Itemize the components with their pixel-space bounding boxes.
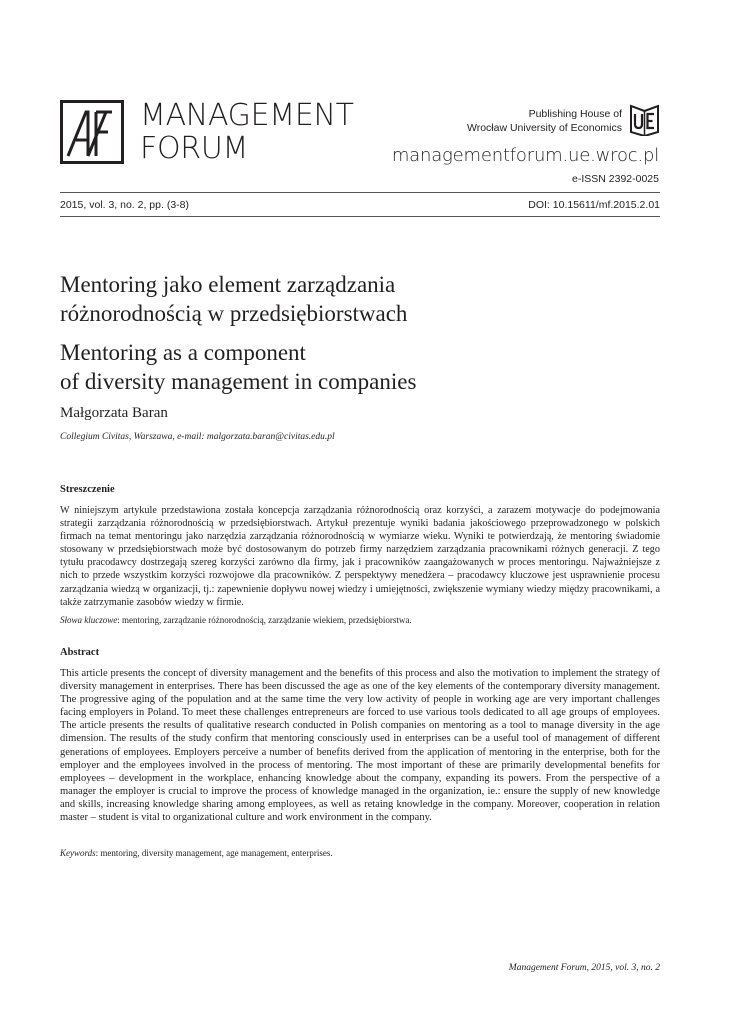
keywords-pl-list: : mentoring, zarządzanie różnorodnością, zarządzanie wiekiem, przedsiębiorstwa. (117, 615, 412, 625)
abstract-en-text: This article presents the concept of diversity management and the benefits of this process and also the motivation to implement the strategy of diversity management in enterprises. There has been discussed the age as one of the key elements of the contemporary diversity management. The progressive aging of the population and at the same time the very low activity of people in working age are very important challenges facing employers in Poland. To meet these challenges entrepreneurs are forced to use various tools dedicated to all age groups of employees. The article presents the results of qualitative research conducted in Polish companies on mentoring as a tool to manage diversity in the age dimension. The results of the study confirm that mentoring consciously used in enterprises can be a useful tool of management of different generations of employees. Employers perceive a number of benefits derived from the application of mentoring in the enterprise, both for the employer and the employees involved in the process of mentoring. The most important of these are primarily developmental benefits for employees – development in the workplace, enhancing knowledge about the company, expanding its powers. From the perspective of a manager the employer is crucial to improve the process of knowledge managed in the organization, ie.: ensure the supply of new knowledge and skills, increasing knowledge sharing among employees, as well as retaing knowledge in the company. Moreover, cooperation in relation master – student is vital to organizational culture and work environment in the company. (60, 668, 660, 824)
journal-logo-icon (60, 100, 124, 164)
title-pl-line2: różnorodnością w przedsiębiorstwach (60, 301, 408, 326)
journal-name-line2: FORUM (140, 131, 249, 166)
publisher-line2: Wrocław University of Economics (466, 122, 622, 134)
abstract-pl-heading: Streszczenie (60, 484, 115, 495)
author-name: Małgorzata Baran (60, 405, 168, 421)
publisher (467, 107, 622, 135)
publisher-line1: Publishing House of (528, 108, 622, 120)
journal-url-link[interactable]: managementforum.ue.wroc.pl (391, 145, 659, 166)
keywords-en-list: : mentoring, diversity management, age management, enterprises. (95, 848, 333, 858)
eissn: e-ISSN 2392-0025 (572, 173, 659, 185)
title-en-line1: Mentoring as a component (60, 340, 306, 365)
journal-name-line1: MANAGEMENT (140, 98, 354, 133)
article-title-polish (60, 270, 660, 328)
issue-info: 2015, vol. 3, no. 2, pp. (3-8) (60, 199, 189, 211)
title-en-line2: of diversity management in companies (60, 369, 417, 394)
abstract-pl-text: W niniejszym artykule przedstawiona została koncepcja zarządzania różnorodnością oraz korzyści, a zarazem motywacje do podejmowania strategii zarządzania różnorodnością w przedsiębiorstwach. Artykuł prezentuje wyniki badania jakościowego przeprowadzonego w polskich firmach na temat mentoringu jako narzędzia zarządzania różnorodnością w wymiarze wieku. Wyniki te potwierdzają, że mentoring świadomie stosowany w przedsiębiorstwach może być dostosowanym do potrzeb firmy narzędziem zarządzania pracownikami różnych generacji. Z tego tytułu pracodawcy dostrzegają szereg korzyści zarówno dla firmy, jak i pracowników zaangażowanych w proces mentoringu. Najważniejsze z nich to przede wszystkim korzyści rozwojowe dla pracowników. Z perspektywy menedżera – pracodawcy kluczowe jest usprawnienie procesu zarządzania wiedzą w organizacji, tj.: zapewnienie dopływu nowej wiedzy i umiejętności, zwiększenie wymiany wiedzy między pracownikami, a także zatrzymanie zasobów wiedzy w firmie. (60, 505, 660, 608)
university-logo-icon (629, 102, 660, 136)
header-divider-bottom (60, 216, 660, 217)
page-footer: Management Forum, 2015, vol. 3, no. 2 (508, 963, 660, 973)
author-affiliation: Collegium Civitas, Warszawa, e-mail: malgorzata.baran@civitas.edu.pl (60, 432, 335, 442)
doi-link[interactable]: DOI: 10.15611/mf.2015.2.01 (528, 199, 660, 211)
article-title-english (60, 338, 660, 396)
keywords-en (60, 848, 660, 858)
keywords-en-label: Keywords (60, 848, 96, 858)
journal-name (140, 99, 354, 165)
title-pl-line1: Mentoring jako element zarządzania (60, 272, 396, 297)
abstract-en-heading: Abstract (60, 647, 100, 658)
keywords-pl (60, 615, 660, 625)
keywords-pl-label: Słowa kluczowe (60, 615, 118, 625)
header-divider-top (60, 192, 660, 193)
